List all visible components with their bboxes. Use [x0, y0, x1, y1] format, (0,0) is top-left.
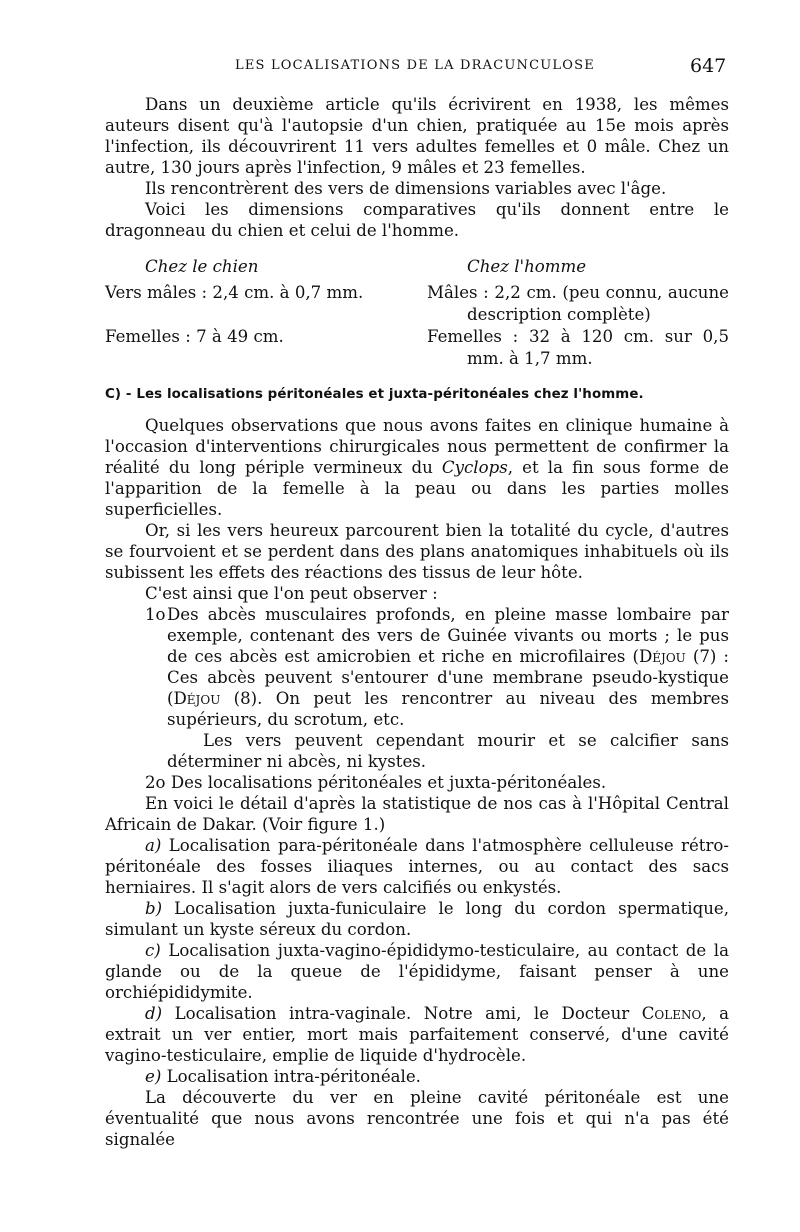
dog-column — [105, 256, 420, 348]
sub-item-b-letter: b) — [145, 899, 163, 918]
author-coleno: Coleno — [641, 1004, 702, 1023]
human-males-row: Mâles : 2,2 cm. (peu connu, aucune description complète) — [427, 283, 729, 324]
intro-paragraph-1: Dans un deuxième article qu'ils écrivirent en 1938, les mêmes auteurs disent qu'à l'autopsie d'un chien, pratiquée au 15e mois après l'infection, ils découvrirent 11 vers adultes femelles et 0 mâle. Chez un autre, 130 jours après l'infection, 9 mâles et 23 femelles. — [105, 95, 729, 177]
item1-text-b: (7) : Ces abcès peuvent s'entourer d'une membrane pseudo-kystique ( — [167, 647, 729, 708]
sub-item-d — [105, 1003, 729, 1066]
list-marker-1: 1o — [145, 605, 166, 624]
sub-item-c-letter: c) — [145, 941, 161, 960]
p1-text-start: Quelques observations que nous avons faites en clinique humaine à l'occasion d'interventions chirurgicales nous permettent de confirmer la réalité du long périple vermineux du — [105, 416, 729, 477]
page-number: 647 — [690, 55, 727, 77]
ref-dejou-8: Déjou — [173, 689, 221, 708]
body-text — [105, 94, 729, 1150]
section-paragraph-4: En voici le détail d'après la statistique de nos cas à l'Hôpital Central Africain de Dakar. (Voir figure 1.) — [105, 794, 729, 834]
ref-dejou-7: Déjou — [638, 647, 686, 666]
sub-item-d-text-b: , a extrait un ver entier, mort mais parfaitement conservé, d'une cavité vagino-testiculaire, emplie de liquide d'hydrocèle. — [105, 1004, 729, 1065]
section-paragraph-1 — [105, 415, 729, 520]
list-item-1 — [105, 604, 729, 730]
list-item-2: 2o Des localisations péritonéales et juxta-péritonéales. — [145, 773, 607, 792]
sub-item-c-text: Localisation juxta-vagino-épididymo-testiculaire, au contact de la glande ou de la queue de l'épididyme, faisant penser à une orchiépididymite. — [105, 941, 729, 1002]
item1-text-c: (8). On peut les rencontrer au niveau des membres supérieurs, du scrotum, etc. — [167, 689, 729, 729]
running-title: LES LOCALISATIONS DE LA DRACUNCULOSE — [235, 58, 595, 73]
human-column — [427, 256, 729, 370]
running-head — [0, 55, 800, 80]
sub-item-b — [105, 898, 729, 940]
sub-item-e-letter: e) — [145, 1067, 162, 1086]
comparison-columns — [105, 256, 729, 368]
intro-paragraph-2: Ils rencontrèrent des vers de dimensions variables avec l'âge. — [145, 179, 667, 198]
sub-item-b-text: Localisation juxta-funiculaire le long du cordon spermatique, simulant un kyste séreux du cordon. — [105, 899, 729, 939]
sub-item-e — [105, 1066, 729, 1087]
human-females-row: Femelles : 32 à 120 cm. sur 0,5 mm. à 1,7 mm. — [427, 327, 729, 368]
intro-paragraph-3: Voici les dimensions comparatives qu'ils donnent entre le dragonneau du chien et celui de l'homme. — [105, 200, 729, 240]
sub-item-d-text-a: Localisation intra-vaginale. Notre ami, le Docteur — [162, 1004, 642, 1023]
human-column-heading: Chez l'homme — [467, 257, 587, 276]
item1-text-a: Des abcès musculaires profonds, en pleine masse lombaire par exemple, contenant des vers de Guinée vivants ou morts ; le pus de ces abcès est amicrobien et riche en microfilaires ( — [167, 605, 729, 666]
sub-item-c — [105, 940, 729, 1003]
cyclops-term: Cyclops — [441, 458, 508, 477]
dog-males-row: Vers mâles : 2,4 cm. à 0,7 mm. — [105, 283, 364, 302]
dog-females-row: Femelles : 7 à 49 cm. — [105, 327, 284, 346]
sub-item-e-text: Localisation intra-péritonéale. — [161, 1067, 421, 1086]
section-paragraph-5: La découverte du ver en pleine cavité péritonéale est une éventualité que nous avons rencontrée une fois et qui n'a pas été signalée — [105, 1088, 729, 1149]
dog-column-heading: Chez le chien — [145, 257, 259, 276]
sub-item-a — [105, 835, 729, 898]
p1-text-end: , et la fin sous forme de l'apparition de la femelle à la peau ou dans les parties molles superficielles. — [105, 458, 730, 519]
sub-item-d-letter: d) — [145, 1004, 163, 1023]
section-heading: C) - Les localisations péritonéales et juxta-péritonéales chez l'homme. — [105, 387, 644, 402]
sub-item-a-text: Localisation para-péritonéale dans l'atmosphère celluleuse rétro-péritonéale des fosses iliaques internes, ou au contact des sacs herniaires. Il s'agit alors de vers calcifiés ou enkystés. — [105, 836, 729, 897]
sub-item-a-letter: a) — [145, 836, 162, 855]
list-item-1-note: Les vers peuvent cependant mourir et se calcifier sans déterminer ni abcès, ni kystes. — [167, 731, 729, 771]
section-paragraph-3: C'est ainsi que l'on peut observer : — [145, 584, 438, 603]
section-paragraph-2: Or, si les vers heureux parcourent bien la totalité du cycle, d'autres se fourvoient et se perdent dans des plans anatomiques inhabituels où ils subissent les effets des réactions des tissus de leur hôte. — [105, 521, 729, 582]
